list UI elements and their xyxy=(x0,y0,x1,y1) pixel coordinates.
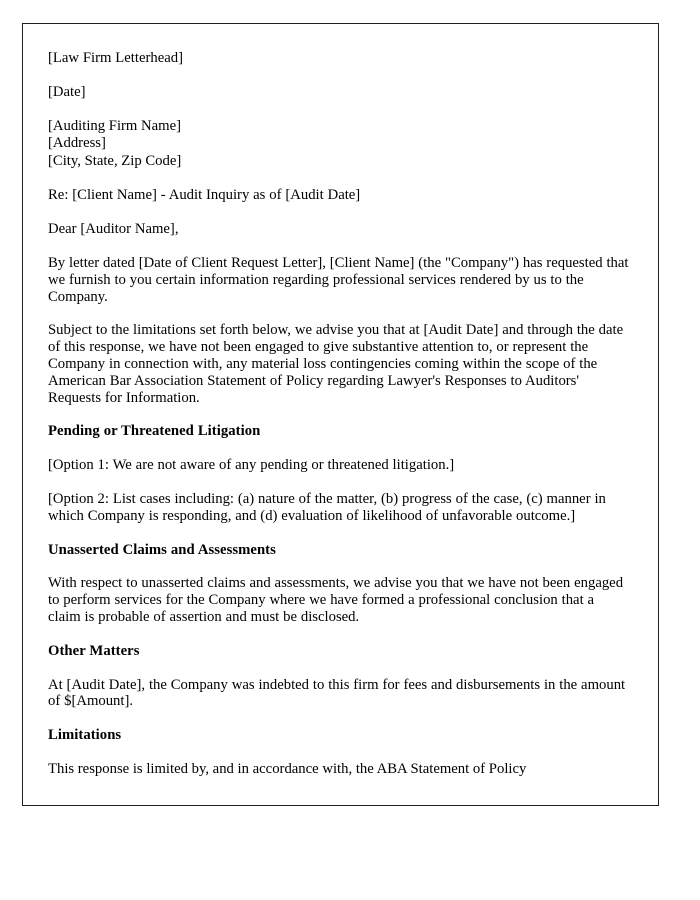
pending-litigation-option-2: [Option 2: List cases including: (a) nature of the matter, (b) progress of the case, (c) manner in which Company is responding, and (d) evaluation of likelihood of unfavorable outcome.] xyxy=(48,490,606,524)
document-page xyxy=(22,23,659,806)
recipient-street-address: [Address] xyxy=(48,135,106,152)
recipient-address-block xyxy=(48,118,630,171)
date-placeholder: [Date] xyxy=(48,83,86,100)
section-heading-other-matters: Other Matters xyxy=(48,642,140,659)
letterhead-placeholder: [Law Firm Letterhead] xyxy=(48,50,183,66)
scope-paragraph: Subject to the limitations set forth below, we advise you that at [Audit Date] and through the date of this response, we have not been engaged to give substantive attention to, or represent the Company in connection with, any material loss contingencies coming within the scope of the American Bar Association Statement of Policy regarding Lawyer's Responses to Auditors' Requests for Information. xyxy=(48,322,624,406)
unasserted-claims-paragraph: With respect to unasserted claims and assessments, we advise you that we have not been engaged to perform services for the Company where we have formed a professional conclusion that a claim is probable of assertion and must be disclosed. xyxy=(48,575,624,625)
pending-litigation-option-1: [Option 1: We are not aware of any pending or threatened litigation.] xyxy=(48,457,455,474)
subject-line: Re: [Client Name] - Audit Inquiry as of [Audit Date] xyxy=(48,187,361,204)
recipient-firm-name: [Auditing Firm Name] xyxy=(48,117,181,134)
limitations-paragraph-clipped: This response is limited by, and in accordance with, the ABA Statement of Policy xyxy=(48,760,527,777)
salutation: Dear [Auditor Name], xyxy=(48,221,179,238)
other-matters-paragraph: At [Audit Date], the Company was indebted to this firm for fees and disbursements in the amount of $[Amount]. xyxy=(48,676,626,710)
section-heading-limitations: Limitations xyxy=(48,727,122,744)
section-heading-unasserted-claims: Unasserted Claims and Assessments xyxy=(48,541,276,558)
recipient-city-state-zip: [City, State, Zip Code] xyxy=(48,152,182,169)
section-heading-pending-litigation: Pending or Threatened Litigation xyxy=(48,423,261,440)
document-body xyxy=(23,24,658,778)
intro-paragraph: By letter dated [Date of Client Request Letter], [Client Name] (the "Company") has requested that we furnish to you certain information regarding professional services rendered by us to the Company. xyxy=(48,254,629,305)
